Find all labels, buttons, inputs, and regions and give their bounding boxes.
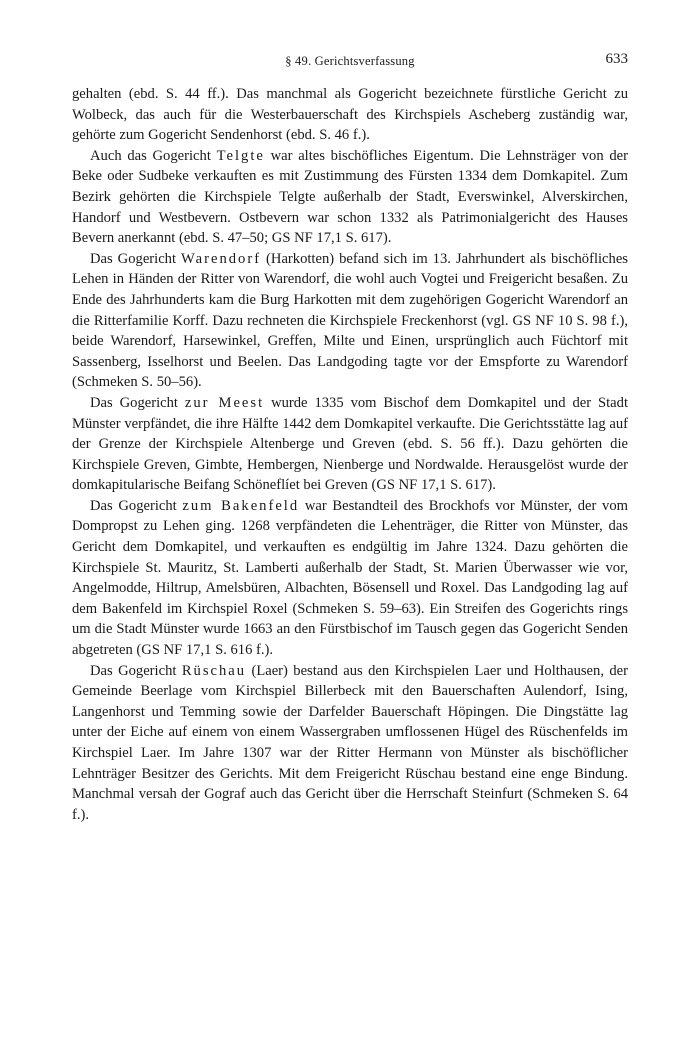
paragraph-text: Das Gogericht	[90, 662, 182, 679]
paragraph	[72, 496, 628, 661]
page-header	[72, 51, 628, 71]
paragraph-text: war Bestandteil des Brockhofs vor Münster, der vom Dompropst zu Lehen ging. 1268 verpfändeten die Lehenträger, die Ritter von Münster, das Gericht dem Domkapitel, und verkauften es endgültig im Jahre 1324. Dazu gehörten die Kirchspiele St. Mauritz, St. Lamberti außerhalb der Stadt, St. Marien Überwasser wie vor, Angelmodde, Hiltrup, Amelsbüren, Albachten, Bösensell und Roxel. Das Landgoding lag auf dem Bakenfeld im Kirchspiel Roxel (Schmeken S. 59–63). Ein Streifen des Gogerichts rings um die Stadt Münster wurde 1663 an den Fürstbischof im Tausch gegen das Gogericht Senden abgetreten (GS NF 17,1 S. 616 f.).	[72, 497, 628, 659]
spaced-place-name: Rüschau	[181, 662, 247, 679]
paragraph-text: Das Gogericht	[90, 250, 182, 267]
paragraph-text: gehalten (ebd. S. 44 ff.). Das manchmal als Gogericht bezeichnete fürstliche Gericht zu Wolbeck, das auch für die Westerbauerschaft des Kirchspiels Ascheberg zuständig war, gehörte zum Gogericht Sendenhorst (ebd. S. 46 f.).	[72, 86, 628, 144]
paragraph-text: (Harkotten) befand sich im 13. Jahrhundert als bischöfliches Lehen in Händen der Ritter von Warendorf, die wohl auch Vogtei und Freigericht besaßen. Zu Ende des Jahrhunderts kam die Burg Harkotten mit dem zugehörigen Gogericht Warendorf an die Ritterfamilie Korff. Dazu rechneten die Kirchspiele Freckenhorst (vgl. GS NF 10 S. 98 f.), beide Warendorf, Harsewinkel, Greffen, Milte und Einen, ursprünglich auch Füchtorf mit Sassenberg, Isselhorst und Beelen. Das Landgoding tagte vor der Emspforte zu Warendorf (Schmeken S. 50–56).	[72, 250, 628, 391]
paragraph-text: war altes bischöfliches Eigentum. Die Lehnsträger von der Beke oder Sudbeke verkauften es mit Zustimmung des Fürsten 1334 dem Domkapitel. Zum Bezirk gehörten die Kirchspiele Telgte außerhalb der Stadt, Everswinkel, Alverskirchen, Handorf und Westbevern. Ostbevern war schon 1332 als Patrimonialgericht des Hauses Bevern anerkannt (ebd. S. 47–50; GS NF 17,1 S. 617).	[72, 147, 628, 247]
spaced-place-name: Warendorf	[181, 250, 262, 267]
spaced-place-name: zum Bakenfeld	[182, 497, 300, 514]
spaced-place-name: zur Meest	[184, 394, 265, 411]
body-text	[72, 84, 628, 825]
paragraph-text: Auch das Gogericht	[90, 147, 217, 164]
paragraph	[72, 393, 628, 496]
paragraph-text: Das Gogericht	[90, 497, 183, 514]
paragraph-text: Das Gogericht	[90, 394, 185, 411]
paragraph	[72, 661, 628, 826]
paragraph-text: (Laer) bestand aus den Kirchspielen Laer und Holthausen, der Gemeinde Beerlage vom Kirchspiel Billerbeck mit den Bauerschaften Aulendorf, Ising, Langenhorst und Temming sowie der Darfelder Bauerschaft Höpingen. Die Dingstätte lag unter der Eiche auf einem von einem Wassergraben umflossenen Hügel des Rüschenfelds im Kirchspiel Laer. Im Jahre 1307 war der Ritter Hermann von Münster als bischöflicher Lehnträger Besitzer des Gerichts. Mit dem Freigericht Rüschau bestand eine enge Bindung. Manchmal versah der Gograf auch das Gericht über die Herrschaft Steinfurt (Schmeken S. 64 f.).	[72, 662, 628, 823]
paragraph	[72, 146, 628, 249]
running-head: § 49. Gerichtsverfassung	[285, 54, 415, 68]
page-number: 633	[605, 51, 628, 67]
paragraph	[72, 249, 628, 393]
spaced-place-name: Telgte	[216, 147, 265, 164]
paragraph-text: wurde 1335 vom Bischof dem Domkapitel und der Stadt Münster verpfändet, die ihre Hälfte 1442 dem Domkapitel verkaufte. Die Gerichtsstätte lag auf der Grenze der Kirchspiele Altenberge und Greven (ebd. S. 56 ff.). Dazu gehörten die Kirchspiele Greven, Gimbte, Hembergen, Nienberge und Nordwalde. Herausgelöst wurde der domkapitularische Beifang Schöneflíet bei Greven (GS NF 17,1 S. 617).	[72, 394, 629, 494]
paragraph	[72, 84, 628, 146]
